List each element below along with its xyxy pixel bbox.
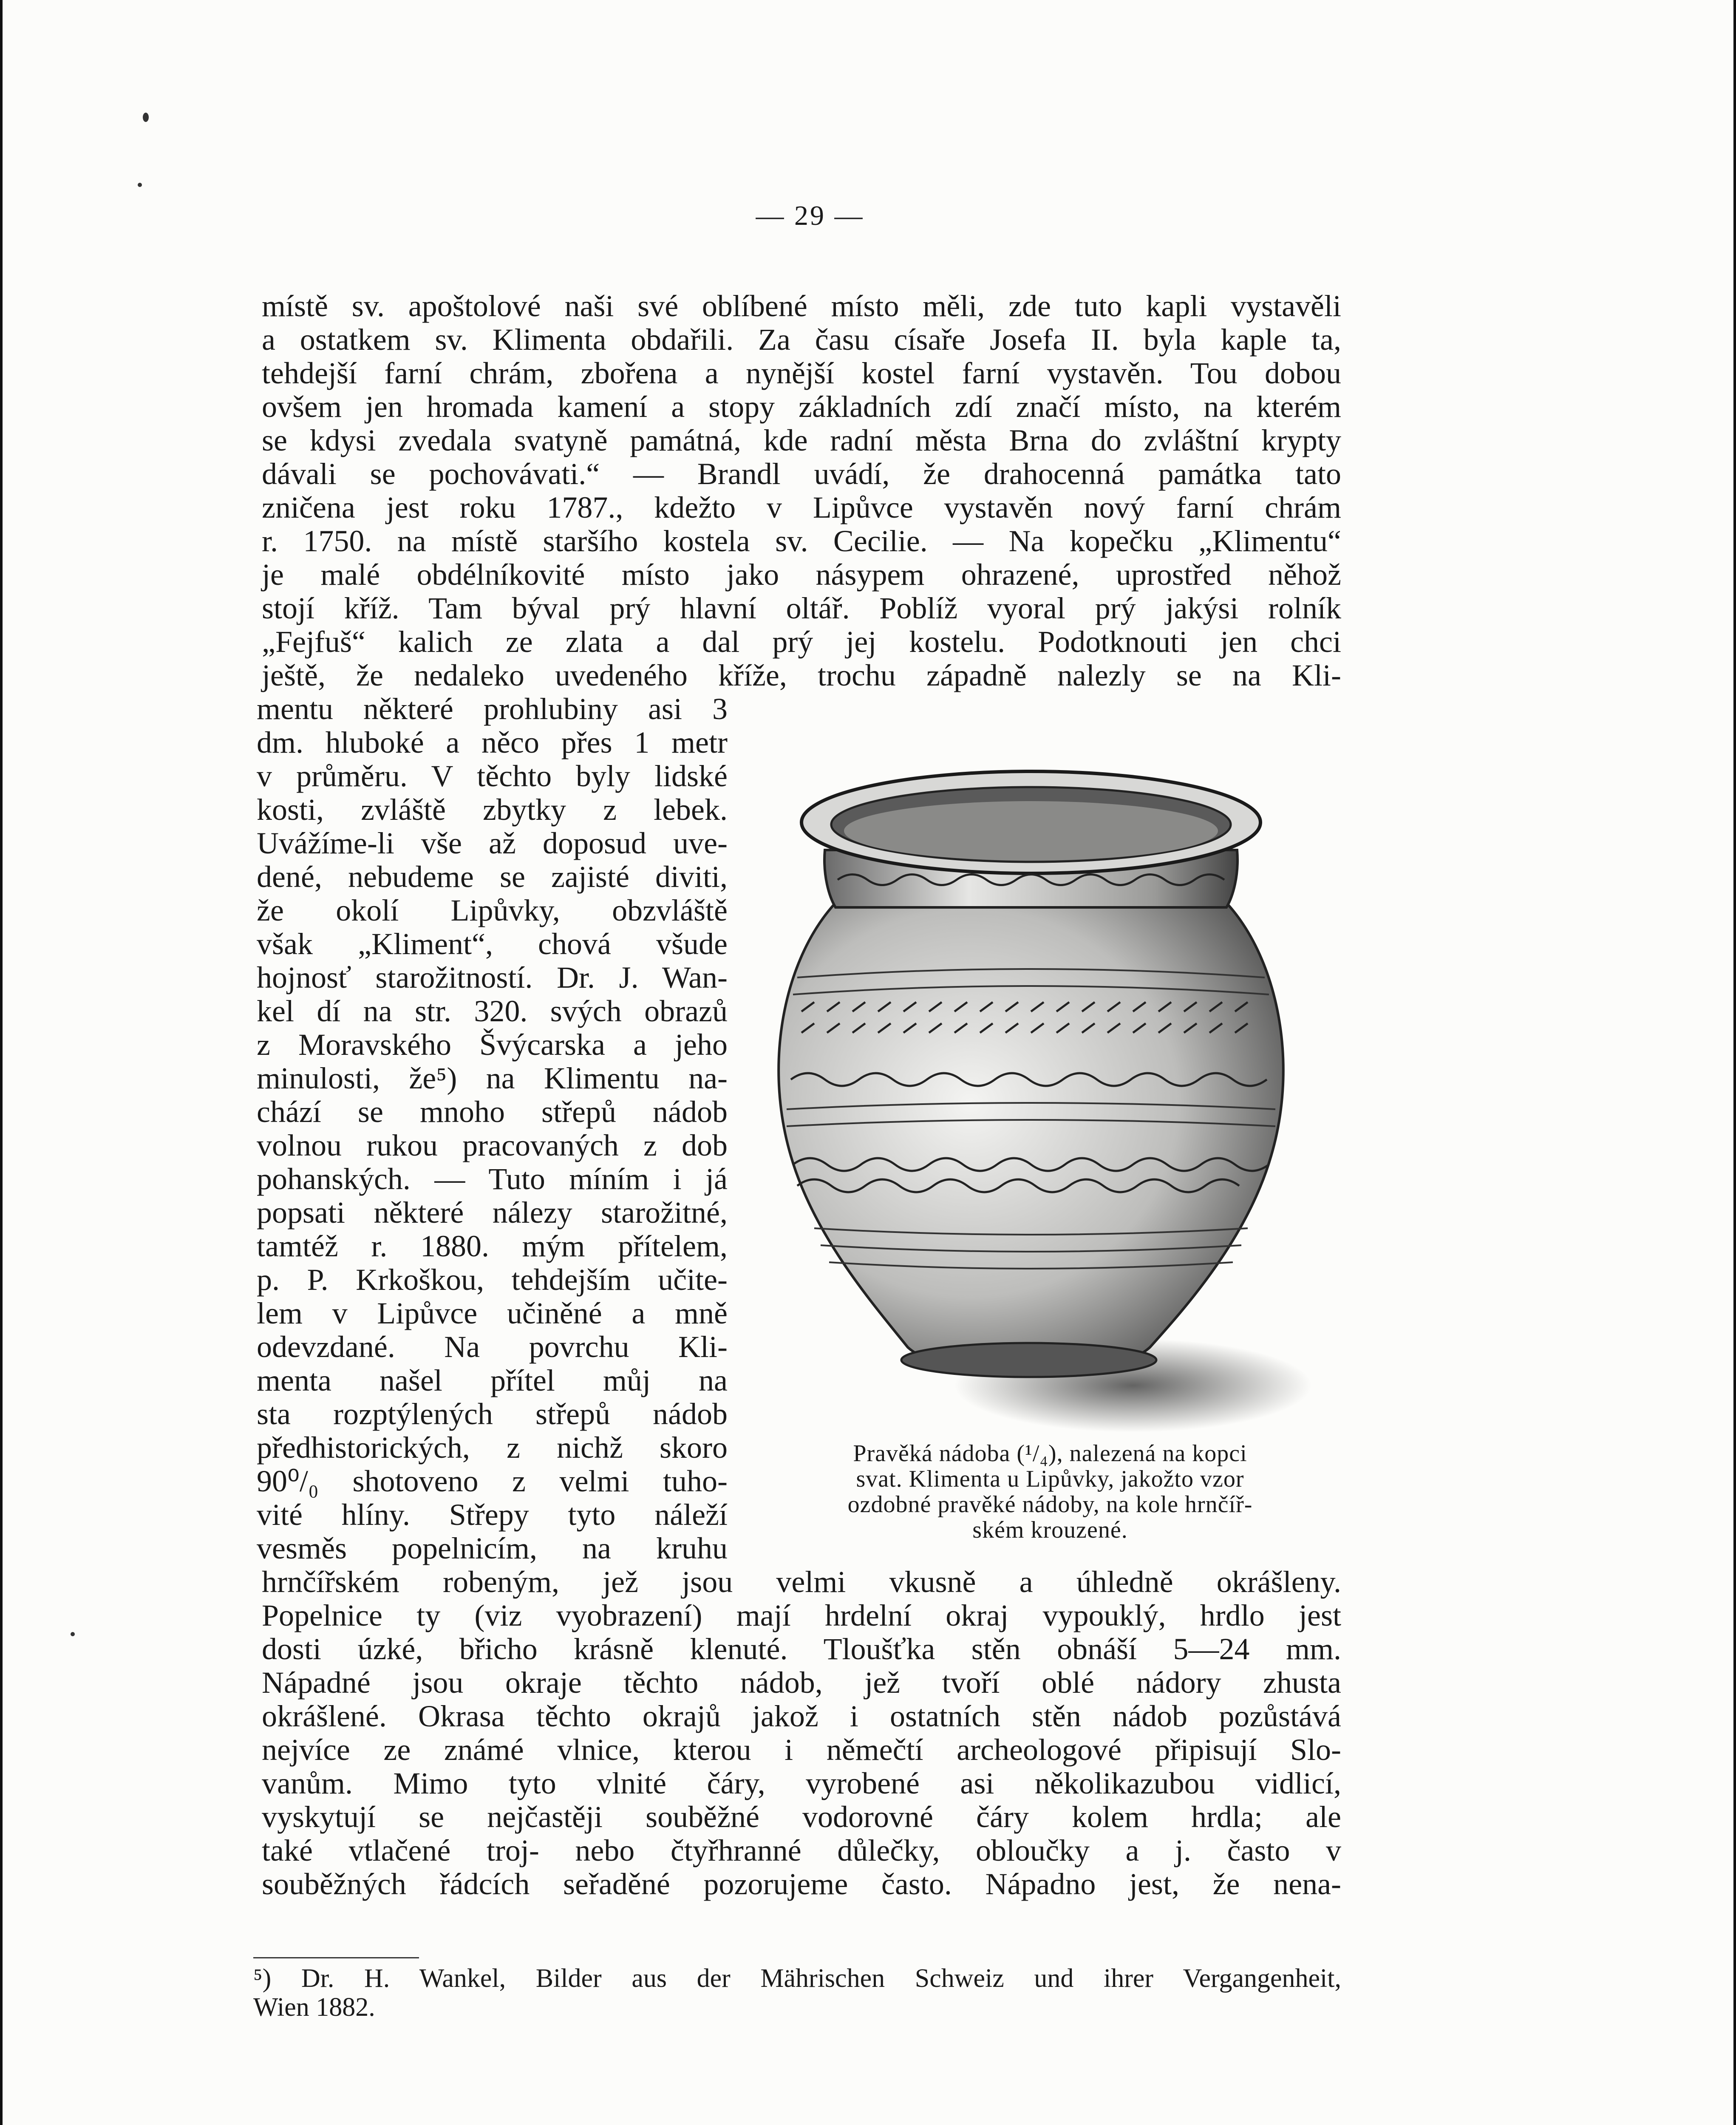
text-line: Popelnice ty (viz vyobrazení) mají hrdelní okraj vypouklý, hrdlo jest xyxy=(262,1598,1341,1632)
text-line: sta rozptýlených střepů nádob xyxy=(257,1397,728,1431)
text-line: se kdysi zvedala svatyně památná, kde radní města Brna do zvláštní krypty xyxy=(262,423,1341,457)
text-line: p. P. Krkoškou, tehdejším učite- xyxy=(257,1263,728,1297)
text-line: minulosti, že⁵) na Klimentu na- xyxy=(257,1061,728,1095)
text-line: dené, nebudeme se zajisté diviti, xyxy=(257,860,728,894)
text-line: a ostatkem sv. Klimenta obdařili. Za času císaře Josefa II. byla kaple ta, xyxy=(262,323,1341,357)
text-line: z Moravského Švýcarska a jeho xyxy=(257,1028,728,1062)
text-line: odevzdané. Na povrchu Kli- xyxy=(257,1330,728,1364)
text-line: tamtéž r. 1880. mým přítelem, xyxy=(257,1229,728,1263)
text-line: dm. hluboké a něco přes 1 metr xyxy=(257,725,728,759)
text-line: popsati některé nálezy starožitné, xyxy=(257,1196,728,1230)
text-line: volnou rukou pracovaných z dob xyxy=(257,1128,728,1162)
text-line: tehdejší farní chrám, zbořena a nynější kostel farní vystavěn. Tou dobou xyxy=(262,356,1341,390)
text-line: Nápadné jsou okraje těchto nádob, jež tvoří oblé nádory zhusta xyxy=(262,1666,1341,1700)
vessel-illustration xyxy=(750,740,1337,1462)
text-line: je malé obdélníkovité místo jako násypem ohrazené, uprostřed něhož xyxy=(262,558,1341,592)
text-line: pohanských. — Tuto míním i já xyxy=(257,1162,728,1196)
text-line: nejvíce ze známé vlnice, kterou i němečtí archeologové připisují Slo- xyxy=(262,1733,1341,1767)
caption-line: svat. Klimenta u Lipůvky, jakožto vzor xyxy=(856,1466,1244,1492)
scan-speck xyxy=(143,113,149,122)
text-line: ještě, že nedaleko uvedeného kříže, trochu západně nalezly se na Kli- xyxy=(262,658,1341,692)
caption-line: ském krouzené. xyxy=(972,1517,1128,1543)
footnote-divider xyxy=(253,1957,419,1958)
text-line: ovšem jen hromada kamení a stopy základních zdí značí místo, na kterém xyxy=(262,390,1341,424)
text-line: r. 1750. na místě staršího kostela sv. Cecilie. — Na kopečku „Klimentu“ xyxy=(262,524,1341,558)
text-line: stojí kříž. Tam býval prý hlavní oltář. Poblíž vyoral prý jakýsi rolník xyxy=(262,591,1341,625)
text-line: 90⁰/₀ shotoveno z velmi tuho- xyxy=(257,1464,728,1498)
scan-speck xyxy=(71,1632,75,1636)
text-line: vité hlíny. Střepy tyto náleží xyxy=(257,1498,728,1532)
text-line: lem v Lipůvce učiněné a mně xyxy=(257,1296,728,1330)
text-line: hojnosť starožitností. Dr. J. Wan- xyxy=(257,960,728,994)
text-line: dosti úzké, břicho krásně klenuté. Tloušťka stěn obnáší 5—24 mm. xyxy=(262,1632,1341,1666)
text-line: kosti, zvláště zbytky z lebek. xyxy=(257,793,728,827)
text-line: vyskytují se nejčastěji souběžné vodorovné čáry kolem hrdla; ale xyxy=(262,1800,1341,1834)
figure-caption xyxy=(789,1441,1311,1543)
page-number: — 29 — xyxy=(756,200,864,231)
text-line: dávali se pochovávati.“ — Brandl uvádí, že drahocenná památka tato xyxy=(262,457,1341,491)
text-line: kel dí na str. 320. svých obrazů xyxy=(257,994,728,1028)
footnote-text: Wien 1882. xyxy=(253,1993,375,2022)
caption-line: Pravěká nádoba (¹/₄), nalezená na kopci xyxy=(853,1440,1247,1467)
text-line: mentu některé prohlubiny asi 3 xyxy=(257,692,728,726)
text-line: také vtlačené troj- nebo čtyřhranné důlečky, obloučky a j. často v xyxy=(262,1833,1341,1867)
text-line: však „Kliment“, chová všude xyxy=(257,927,728,961)
text-line: vanům. Mimo tyto vlnité čáry, vyrobené asi několikazubou vidlicí, xyxy=(262,1766,1341,1800)
text-line: okrášlené. Okrasa těchto okrajů jakož i ostatních stěn nádob pozůstává xyxy=(262,1699,1341,1733)
text-line: souběžných řádcích seřaděné pozorujeme často. Nápadno jest, že nena- xyxy=(262,1867,1341,1901)
caption-line: ozdobné pravěké nádoby, na kole hrnčíř- xyxy=(847,1491,1253,1518)
text-line: menta našel přítel můj na xyxy=(257,1363,728,1397)
text-line: „Fejfuš“ kalich ze zlata a dal prý jej kostelu. Podotknouti jen chci xyxy=(262,625,1341,659)
scan-speck xyxy=(138,183,142,187)
text-line: že okolí Lipůvky, obzvláště xyxy=(257,893,728,927)
text-line: chází se mnoho střepů nádob xyxy=(257,1095,728,1129)
text-line: Uvážíme-li vše až doposud uve- xyxy=(257,826,728,860)
text-line: v průměru. V těchto byly lidské xyxy=(257,759,728,793)
text-line: vesměs popelnicím, na kruhu xyxy=(257,1531,728,1565)
footnote-text: ⁵) Dr. H. Wankel, Bilder aus der Mährischen Schweiz und ihrer Vergangenheit, xyxy=(253,1964,1341,1993)
text-line: místě sv. apoštolové naši své oblíbené místo měli, zde tuto kapli vystavěli xyxy=(262,289,1341,323)
text-line: zničena jest roku 1787., kdežto v Lipůvce vystavěn nový farní chrám xyxy=(262,490,1341,524)
text-line: předhistorických, z nichž skoro xyxy=(257,1431,728,1465)
text-line: hrnčířském robeným, jež jsou velmi vkusně a úhledně okrášleny. xyxy=(262,1565,1341,1599)
